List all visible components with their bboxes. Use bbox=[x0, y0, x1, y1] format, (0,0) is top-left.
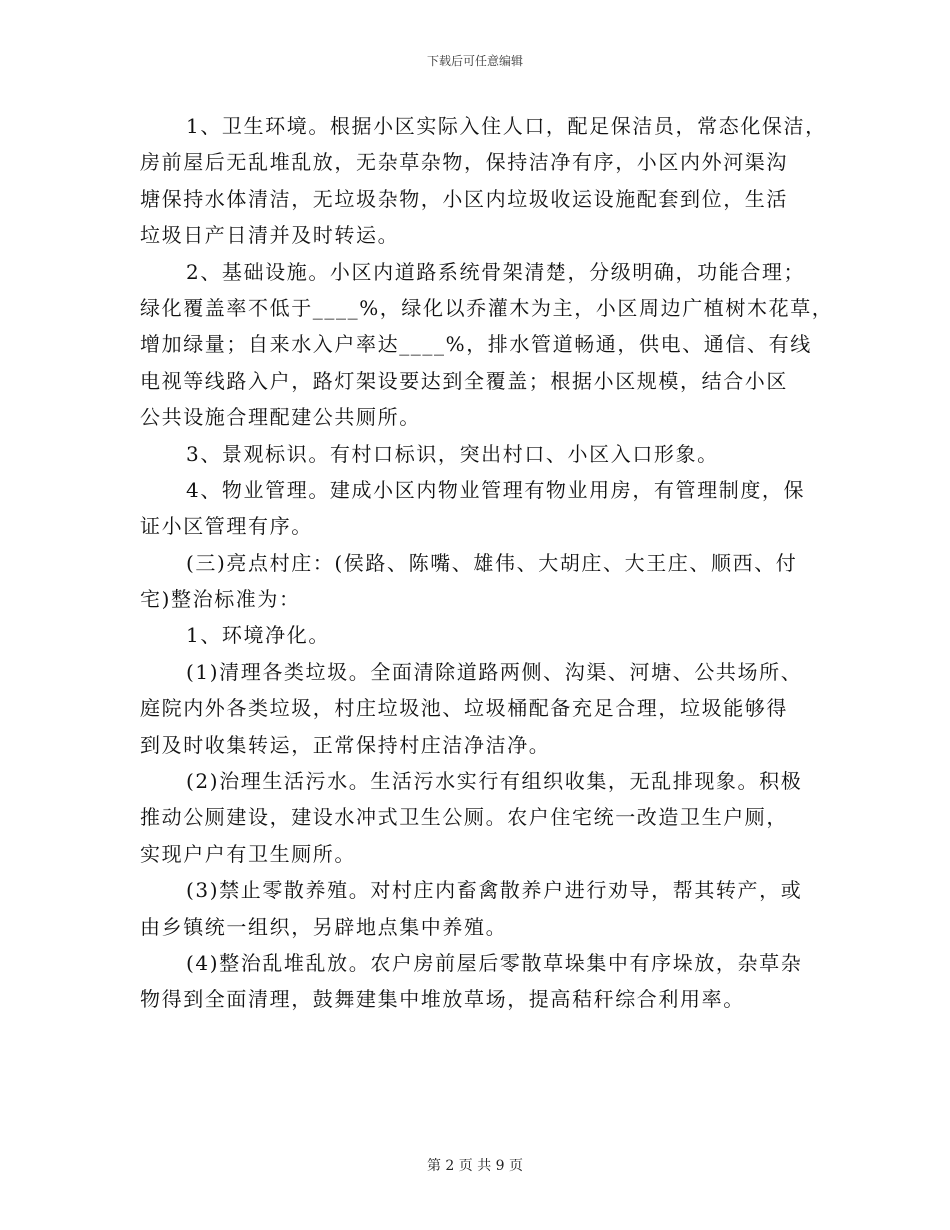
document-body bbox=[140, 108, 834, 1018]
paragraph-line: 由乡镇统一组织，另辟地点集中养殖。 bbox=[140, 914, 508, 939]
paragraph-line: 绿化覆盖率不低于____%，绿化以乔灌木为主，小区周边广植树木花草， bbox=[140, 295, 834, 320]
paragraph-line: 庭院内外各类垃圾，村庄垃圾池、垃圾桶配备充足合理，垃圾能够得 bbox=[140, 696, 788, 721]
paragraph-line: 宅)整治标准为： bbox=[140, 587, 301, 612]
paragraph-line: 到及时收集转运，正常保持村庄洁净洁净。 bbox=[140, 732, 551, 757]
paragraph-line: 塘保持水体清洁，无垃圾杂物，小区内垃圾收运设施配套到位，生活 bbox=[140, 186, 788, 211]
paragraph-line: 电视等线路入户，路灯架设要达到全覆盖；根据小区规模，结合小区 bbox=[140, 368, 788, 393]
page-header-note: 下载后可任意编辑 bbox=[426, 54, 523, 68]
paragraph-line: 1、卫生环境。根据小区实际入住人口，配足保洁员，常态化保洁， bbox=[186, 114, 827, 138]
paragraph-line: 垃圾日产日清并及时转运。 bbox=[140, 223, 400, 248]
paragraph-line: 证小区管理有序。 bbox=[140, 514, 313, 539]
paragraph-line: 增加绿量；自来水入户率达____%，排水管道畅通，供电、通信、有线 bbox=[140, 332, 812, 357]
paragraph-line: 2、基础设施。小区内道路系统骨架清楚，分级明确，功能合理； bbox=[186, 259, 806, 284]
paragraph-line: (三)亮点村庄：(侯路、陈嘴、雄伟、大胡庄、大王庄、顺西、付 bbox=[186, 550, 798, 575]
paragraph-line: 物得到全面清理，鼓舞建集中堆放草场，提高秸秆综合利用率。 bbox=[140, 987, 745, 1012]
paragraph-line: 推动公厕建设，建设水冲式卫生公厕。农户住宅统一改造卫生户厕， bbox=[140, 805, 788, 830]
page-footer-page-number: 第 2 页 共 9 页 bbox=[426, 1158, 524, 1174]
paragraph-line: 1、环境净化。 bbox=[186, 623, 330, 648]
paragraph-line: 4、物业管理。建成小区内物业管理有物业用房，有管理制度，保 bbox=[186, 477, 806, 502]
paragraph-line: (2)治理生活污水。生活污水实行有组织收集，无乱排现象。积极 bbox=[186, 769, 803, 794]
paragraph-line: (4)整治乱堆乱放。农户房前屋后零散草垛集中有序垛放，杂草杂 bbox=[186, 950, 803, 975]
paragraph-line: 实现户户有卫生厕所。 bbox=[140, 841, 356, 866]
paragraph-line: 公共设施合理配建公共厕所。 bbox=[140, 405, 421, 430]
paragraph-line: 房前屋后无乱堆乱放，无杂草杂物，保持洁净有序，小区内外河渠沟 bbox=[140, 150, 788, 175]
paragraph-line: (3)禁止零散养殖。对村庄内畜禽散养户进行劝导，帮其转产，或 bbox=[186, 878, 803, 903]
paragraph-line: (1)清理各类垃圾。全面清除道路两侧、沟渠、河塘、公共场所、 bbox=[186, 659, 803, 684]
paragraph-line: 3、景观标识。有村口标识，突出村口、小区入口形象。 bbox=[186, 441, 719, 466]
